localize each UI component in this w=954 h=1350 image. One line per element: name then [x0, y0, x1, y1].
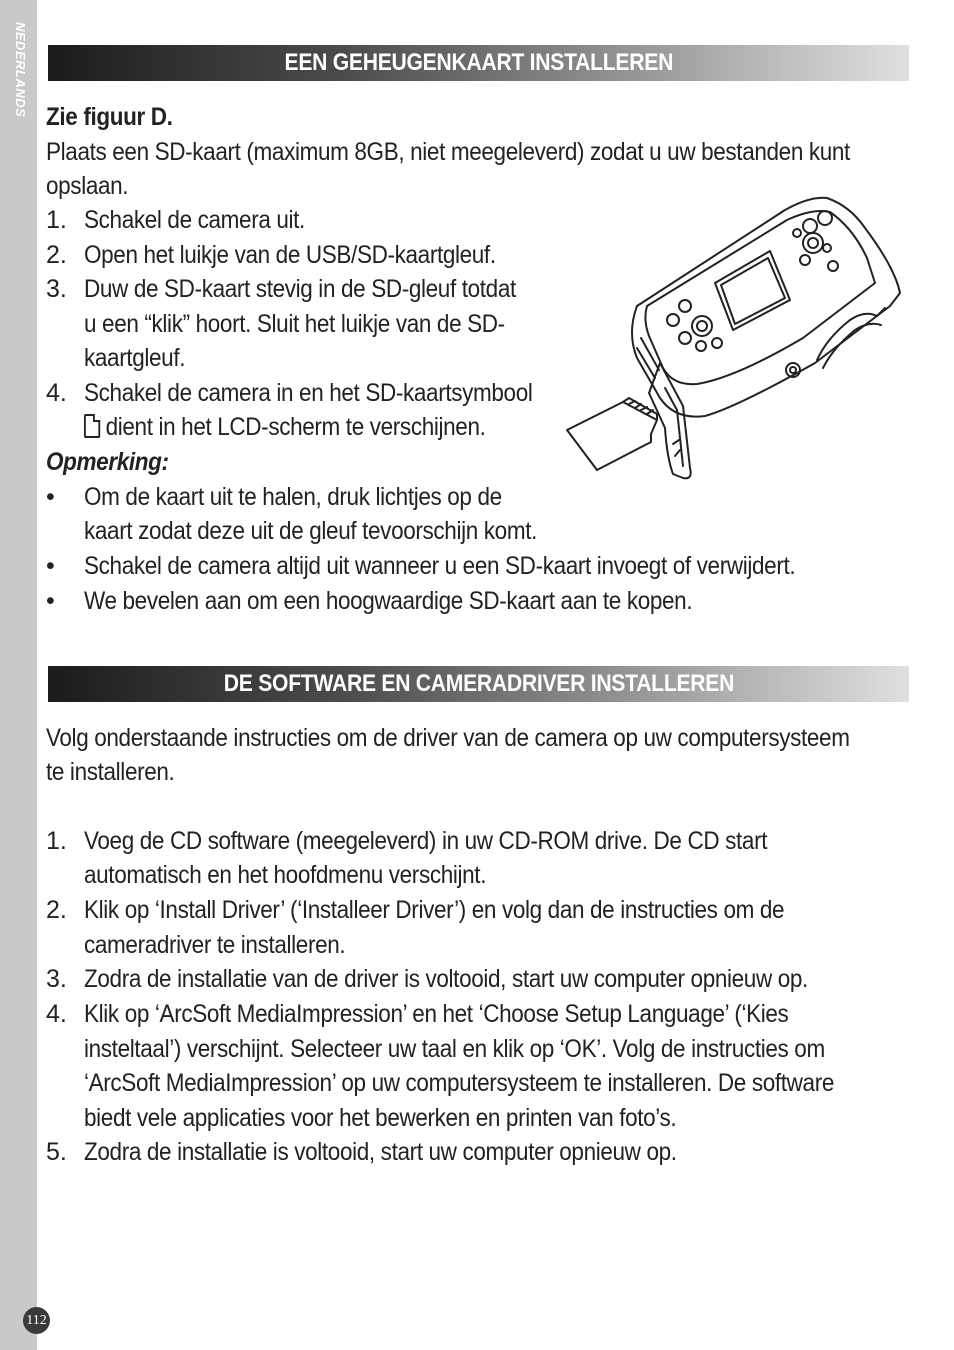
step-number: 1.	[46, 827, 67, 855]
see-figure: Zie figuur D.	[46, 103, 173, 131]
step-text: Zodra de installatie van de driver is voltooid, start uw computer opnieuw op.	[84, 965, 808, 993]
step-text: insteltaal’) verschijnt. Selecteer uw taal en klik op ‘OK’. Volg de instructies om	[84, 1035, 825, 1063]
intro-line: Plaats een SD-kaart (maximum 8GB, niet meegeleverd) zodat u uw bestanden kunt	[46, 138, 850, 166]
camera-sd-card-illustration	[565, 188, 905, 488]
note-title: Opmerking:	[46, 448, 169, 476]
step-number: 3.	[46, 965, 67, 993]
intro-line: Volg onderstaande instructies om de driver van de camera op uw computersysteem	[46, 724, 850, 752]
language-label: NEDERLANDS	[13, 22, 28, 118]
step-text: ‘ArcSoft MediaImpression’ op uw computersysteem te installeren. De software	[84, 1069, 834, 1097]
section-header-memory-card: EEN GEHEUGENKAART INSTALLEREN	[48, 45, 909, 81]
step-text: Klik op ‘ArcSoft MediaImpression’ en het ‘Choose Setup Language’ (‘Kies	[84, 1000, 789, 1028]
step-number: 1.	[46, 206, 67, 234]
step-number: 3.	[46, 275, 67, 303]
sd-card-icon	[84, 414, 100, 438]
step-text: Klik op ‘Install Driver’ (‘Installeer Driver’) en volg dan de instructies om de	[84, 896, 785, 924]
bullet: •	[46, 587, 55, 615]
bullet: •	[46, 552, 55, 580]
note-text: We bevelen aan om een hoogwaardige SD-kaart aan te kopen.	[84, 587, 693, 615]
step-text: dient in het LCD-scherm te verschijnen.	[84, 410, 530, 445]
section-header-software-driver: DE SOFTWARE EN CAMERADRIVER INSTALLEREN	[48, 666, 909, 702]
step-text: biedt vele applicaties voor het bewerken en printen van foto’s.	[84, 1104, 677, 1132]
note-text: kaart zodat deze uit de gleuf tevoorschijn komt.	[84, 517, 537, 545]
step-number: 4.	[46, 1000, 67, 1028]
step-text: Duw de SD-kaart stevig in de SD-gleuf totdat	[84, 275, 516, 303]
step-number: 2.	[46, 241, 67, 269]
step-text: cameradriver te installeren.	[84, 931, 346, 959]
step-number: 5.	[46, 1138, 67, 1166]
note-text: Schakel de camera altijd uit wanneer u een SD-kaart invoegt of verwijdert.	[84, 552, 796, 580]
step-text: Voeg de CD software (meegeleverd) in uw CD-ROM drive. De CD start	[84, 827, 768, 855]
step-text: Schakel de camera in en het SD-kaartsymbool	[84, 379, 533, 407]
note-text: Om de kaart uit te halen, druk lichtjes op de	[84, 483, 502, 511]
bullet: •	[46, 483, 55, 511]
step-text: automatisch en het hoofdmenu verschijnt.	[84, 861, 487, 889]
step-text: Schakel de camera uit.	[84, 206, 305, 234]
step-text: Open het luikje van de USB/SD-kaartgleuf.	[84, 241, 496, 269]
page-number: 112	[23, 1307, 50, 1334]
step-text: kaartgleuf.	[84, 344, 186, 372]
step-text: Zodra de installatie is voltooid, start uw computer opnieuw op.	[84, 1138, 677, 1166]
step-number: 2.	[46, 896, 67, 924]
intro-line: opslaan.	[46, 172, 129, 200]
side-strip	[0, 0, 37, 1350]
step-text: u een “klik” hoort. Sluit het luikje van de SD-	[84, 310, 505, 338]
step-number: 4.	[46, 379, 67, 407]
intro-line: te installeren.	[46, 758, 175, 786]
